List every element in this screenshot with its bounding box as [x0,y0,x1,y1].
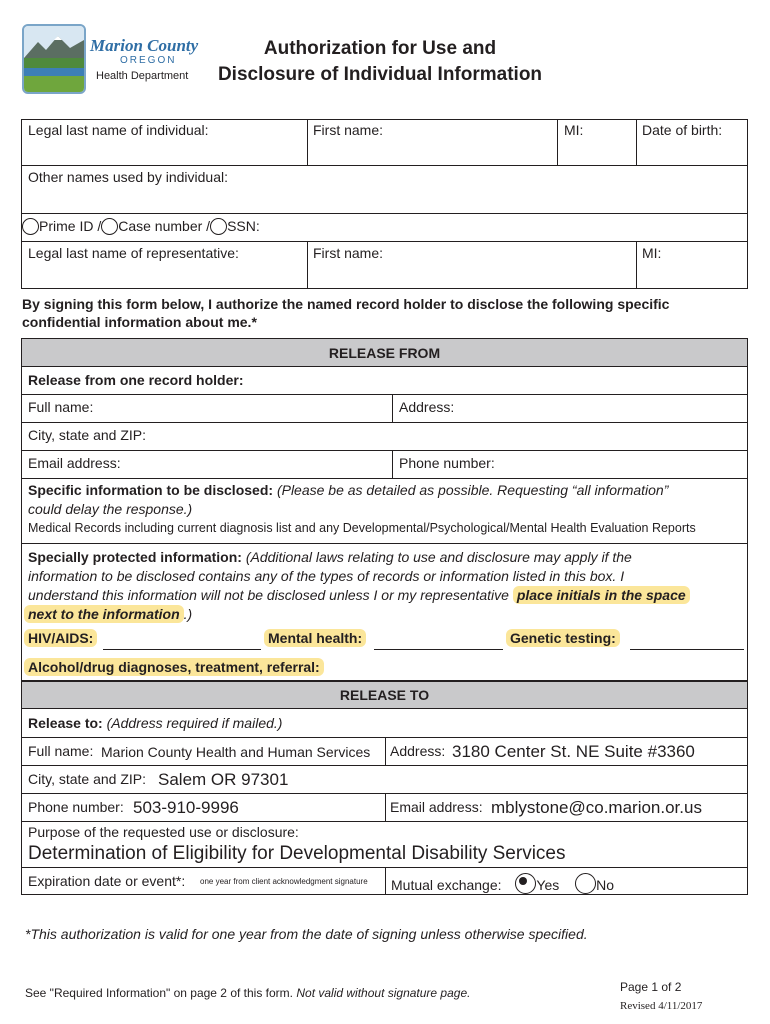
rep-last-name-field[interactable]: Legal last name of representative: [28,245,239,261]
id-type-row [22,218,260,235]
prime-id-radio[interactable] [22,218,39,235]
mutual-no-label: No [596,877,615,893]
mi-field[interactable]: MI: [564,122,584,138]
logo-state: OREGON [120,55,177,66]
rep-first-name-field[interactable]: First name: [313,245,384,261]
genetic-testing-label: Genetic testing: [506,629,620,647]
revision-date: Revised 4/11/2017 [620,1000,703,1012]
purpose-value[interactable]: Determination of Eligibility for Developmental Disability Services [28,843,566,864]
hiv-label: HIV/AIDS: [24,629,97,647]
to-city-label: City, state and ZIP: [28,771,147,787]
release-to-label: Release to: (Address required if mailed.) [28,715,283,731]
to-email-value[interactable]: mblystone@co.marion.or.us [491,798,702,817]
other-names-field[interactable]: Other names used by individual: [28,169,228,185]
validity-footnote: *This authorization is valid for one year from the date of signing unless otherwise specified. [25,926,588,942]
expiration-label: Expiration date or event*: [28,873,186,889]
rep-mi-field[interactable]: MI: [642,245,662,261]
expiration-value[interactable]: one year from client acknowledgment signature [200,877,368,886]
logo-emblem [22,24,86,94]
purpose-label: Purpose of the requested use or disclosure: [28,824,299,840]
from-city-field[interactable]: City, state and ZIP: [28,427,147,443]
to-phone-value[interactable]: 503-910-9996 [133,798,239,817]
to-address-label: Address: [390,743,446,759]
last-name-field[interactable]: Legal last name of individual: [28,122,209,138]
case-number-radio[interactable] [101,218,118,235]
next-to-info-highlight: next to the information [24,605,184,623]
dob-field[interactable]: Date of birth: [642,122,723,138]
one-holder-label: Release from one record holder: [28,372,244,388]
release-from-header: RELEASE FROM [21,338,748,367]
to-phone-label: Phone number: [28,799,124,815]
mutual-no-radio[interactable] [575,873,596,894]
from-address-field[interactable]: Address: [399,399,455,415]
logo-org-name: Marion County [90,36,199,55]
authorization-statement: By signing this form below, I authorize the named record holder to disclose the following specific confidential information about me.* [22,296,670,330]
from-full-name-field[interactable]: Full name: [28,399,94,415]
mutual-exchange-row [391,873,614,894]
mutual-yes-radio[interactable] [515,873,536,894]
specific-info-value[interactable]: Medical Records including current diagnosis list and any Developmental/Psychological/Mental Health Evaluation Reports [28,521,696,535]
to-full-name-value[interactable]: Marion County Health and Human Services [101,744,371,760]
prime-id-label: Prime ID / [39,218,102,234]
protected-info-text: Specially protected information: (Additional laws relating to use and disclosure may apply if the information to be disclosed contains any of the types of records or information listed in this box. I understand this information will not be disclosed unless I or my representative place initials in the space next to the information .) [28,548,690,624]
logo-dept: Health Department [96,70,189,82]
hiv-initials-field[interactable] [103,649,261,650]
ssn-label: SSN: [227,218,260,234]
mental-health-initials-field[interactable] [374,649,503,650]
individual-info-box [21,119,748,289]
title-line-2: Disclosure of Individual Information [217,64,543,85]
mountain-landscape-icon [24,26,84,92]
from-email-field[interactable]: Email address: [28,455,121,471]
ssn-radio[interactable] [210,218,227,235]
release-to-header: RELEASE TO [21,681,748,709]
first-name-field[interactable]: First name: [313,122,384,138]
from-phone-field[interactable]: Phone number: [399,455,495,471]
place-initials-highlight: place initials in the space [513,586,690,604]
to-city-value[interactable]: Salem OR 97301 [158,770,289,789]
specific-info-label: Specific information to be disclosed: (Please be as detailed as possible. Requesting “all information” could delay the response.) [28,482,669,517]
genetic-testing-initials-field[interactable] [630,649,744,650]
page-title [200,36,560,88]
mutual-exchange-label: Mutual exchange: [391,877,502,893]
to-address-value[interactable]: 3180 Center St. NE Suite #3360 [452,742,695,761]
to-email-label: Email address: [390,799,483,815]
case-number-label: Case number / [118,218,211,234]
alcohol-drug-label: Alcohol/drug diagnoses, treatment, referral: [24,658,324,676]
county-logo [22,24,200,96]
title-line-1: Authorization for Use and [263,38,497,59]
to-full-name-label: Full name: [28,743,94,759]
page-number: Page 1 of 2 [620,980,682,994]
footer-note: See "Required Information" on page 2 of this form. Not valid without signature page. [25,986,471,1000]
mental-health-label: Mental health: [264,629,366,647]
mutual-yes-label: Yes [536,877,560,893]
